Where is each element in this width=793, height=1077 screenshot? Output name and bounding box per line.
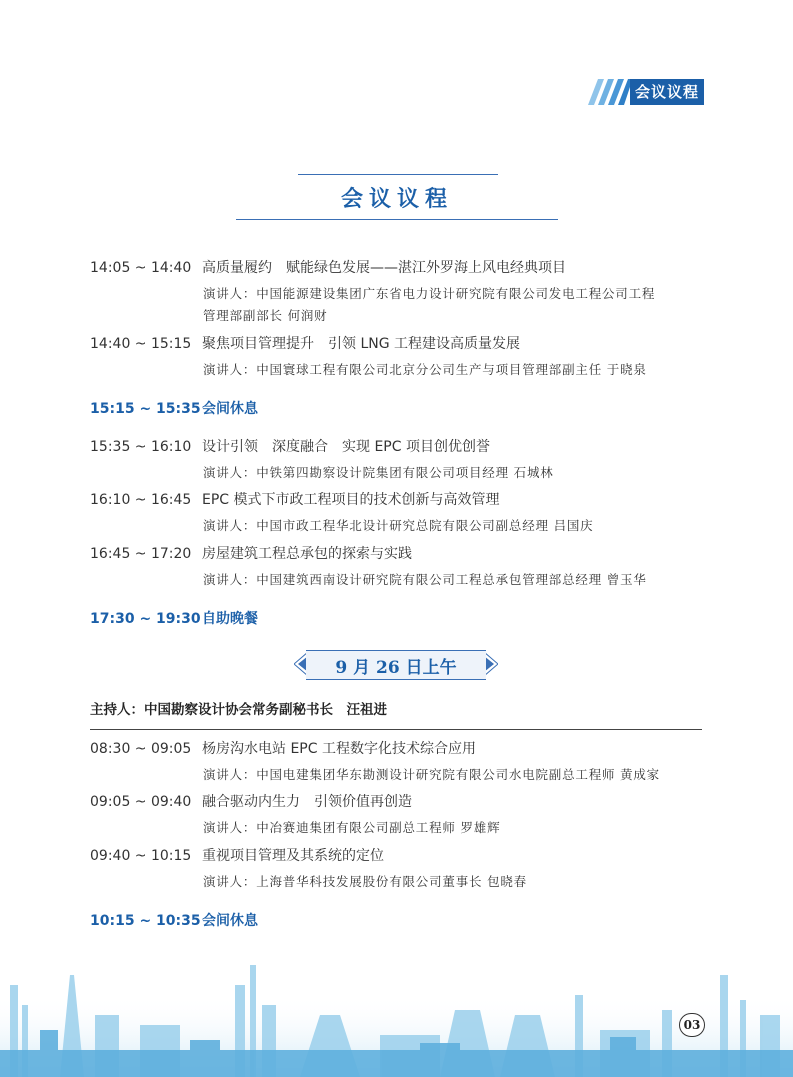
speaker-line: 演讲人：中国建筑西南设计研究院有限公司工程总承包管理部总经理 曾玉华 xyxy=(203,572,647,587)
agenda-item xyxy=(90,543,412,563)
agenda-topic: EPC 模式下市政工程项目的技术创新与高效管理 xyxy=(202,492,500,508)
agenda-item xyxy=(90,257,566,277)
agenda-topic: 设计引领 深度融合 实现 EPC 项目创优创誉 xyxy=(202,439,490,455)
break-label: 会间休息 xyxy=(202,401,258,417)
break-item xyxy=(90,910,258,930)
agenda-time: 14:40 ~ 15:15 xyxy=(90,336,192,352)
title-rule-top xyxy=(298,174,498,175)
speaker-line: 演讲人：中国能源建设集团广东省电力设计研究院有限公司发电工程公司工程 xyxy=(203,286,656,301)
title-rule-bottom xyxy=(236,219,558,220)
break-label: 会间休息 xyxy=(202,913,258,929)
break-time: 10:15 ~ 10:35 xyxy=(90,913,201,929)
agenda-item xyxy=(90,436,490,456)
dinner-label: 自助晚餐 xyxy=(202,611,258,627)
host-divider xyxy=(90,729,702,730)
agenda-item xyxy=(90,489,500,509)
agenda-time: 09:05 ~ 09:40 xyxy=(90,794,192,810)
page-number: 03 xyxy=(679,1013,705,1037)
session-label: 9 月 26 日上午 xyxy=(335,658,457,678)
section-tag xyxy=(584,79,704,105)
page-title: 会议议程 xyxy=(340,187,453,212)
break-item xyxy=(90,398,258,418)
agenda-item xyxy=(90,791,412,811)
agenda-topic: 房屋建筑工程总承包的探索与实践 xyxy=(202,546,412,562)
speaker-line: 演讲人：中国电建集团华东勘测设计研究院有限公司水电院副总工程师 黄成家 xyxy=(203,767,660,782)
agenda-topic: 重视项目管理及其系统的定位 xyxy=(202,848,384,864)
speaker-line: 演讲人：中国市政工程华北设计研究总院有限公司副总经理 吕国庆 xyxy=(203,518,594,533)
speaker-line: 演讲人：上海普华科技发展股份有限公司董事长 包晓春 xyxy=(203,874,527,889)
agenda-time: 14:05 ~ 14:40 xyxy=(90,260,192,276)
dinner-item xyxy=(90,608,258,628)
speaker-line: 管理部副部长 何润财 xyxy=(203,308,328,323)
stripes-decoration-icon xyxy=(584,79,632,105)
session-banner xyxy=(294,650,498,680)
agenda-item xyxy=(90,333,520,353)
speaker-line: 演讲人：中国寰球工程有限公司北京分公司生产与项目管理部副主任 于晓泉 xyxy=(203,362,647,377)
city-skyline-decoration xyxy=(0,955,793,1077)
break-time: 15:15 ~ 15:35 xyxy=(90,401,201,417)
agenda-item xyxy=(90,845,384,865)
dinner-time: 17:30 ~ 19:30 xyxy=(90,611,201,627)
agenda-time: 09:40 ~ 10:15 xyxy=(90,848,192,864)
agenda-topic: 融合驱动内生力 引领价值再创造 xyxy=(202,794,412,810)
agenda-time: 16:10 ~ 16:45 xyxy=(90,492,192,508)
agenda-time: 08:30 ~ 09:05 xyxy=(90,741,192,757)
agenda-item xyxy=(90,738,476,758)
agenda-time: 15:35 ~ 16:10 xyxy=(90,439,192,455)
agenda-topic: 高质量履约 赋能绿色发展——湛江外罗海上风电经典项目 xyxy=(202,260,566,276)
agenda-topic: 聚焦项目管理提升 引领 LNG 工程建设高质量发展 xyxy=(202,336,521,352)
speaker-line: 演讲人：中冶赛迪集团有限公司副总工程师 罗雄辉 xyxy=(203,820,501,835)
section-tag-label: 会议议程 xyxy=(630,79,704,105)
speaker-line: 演讲人：中铁第四勘察设计院集团有限公司项目经理 石城林 xyxy=(203,465,554,480)
page-title-block xyxy=(236,174,558,222)
agenda-topic: 杨房沟水电站 EPC 工程数字化技术综合应用 xyxy=(202,741,476,757)
host-line: 主持人：中国勘察设计协会常务副秘书长 汪祖进 xyxy=(90,702,387,718)
agenda-time: 16:45 ~ 17:20 xyxy=(90,546,192,562)
